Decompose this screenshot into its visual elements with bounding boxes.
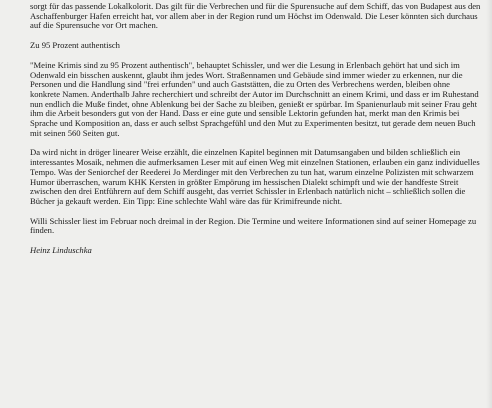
paragraph-intro: sorgt für das passende Lokalkolorit. Das gilt für die Verbrechen und für die Spurensuche auf dem Schiff, das von Budapest aus den Aschaffenburger Hafen erreicht hat, vor allem aber in der Region rund um Höchst im Odenwald. Die Leser könnten sich durchaus auf die Spurensuche vor Ort machen. [30,1,481,31]
paragraph-authentic: "Meine Krimis sind zu 95 Prozent authentisch", behauptet Schissler, und wer die Lesung in Erlenbach gehört hat und sich im Odenwald ein bisschen auskennt, glaubt ihm jedes Wort. Straßennamen und Gebäude sind immer wieder zu erkennen, nur die Personen und die Handlung sind "frei erfunden" und auch Gaststätten, die zu Orten des Verbrechens werden, bleiben ohne konkrete Namen. Anderthalb Jahre recherchiert und schreibt der Autor im Durchschnitt an einem Krimi, und dass er im Ruhestand nun endlich die Muße findet, ohne Ablenkung bei der Sache zu bleiben, genießt er spürbar. Im Spanienurlaub mit seiner Frau geht ihm die Arbeit besonders gut von der Hand. Dass er eine gute und sensible Lektorin gefunden hat, merkt man den Krimis bei Sprache und Komposition an, dass er auch selbst Sprachgefühl und den Mut zu Experimenten besitzt, tut gerade dem neuen Buch mit seinen 560 Seiten gut. [30,59,479,138]
paragraph-events: Willi Schissler liest im Februar noch dreimal in der Region. Die Termine und weitere Informationen sind auf seiner Homepage zu finden. [30,215,477,236]
section-heading: Zu 95 Prozent authentisch [30,40,120,51]
author-signature: Heinz Linduschka [30,245,92,256]
paragraph-structure: Da wird nicht in dröger linearer Weise erzählt, die einzelnen Kapitel beginnen mit Datumsangaben und bilden schließlich ein interessantes Mosaik, nehmen die aufmerksamen Leser mit auf einen Weg mit einzelnen Stationen, erlauben ein ganz individuelles Tempo. Was der Seniorchef der Reederei Jo Merdinger mit den Verbrechen zu tun hat, warum einzelne Polizisten mit schwarzem Humor überraschen, warum KHK Kersten in größter Empörung im hessischen Dialekt schimpft und wie der handfeste Streit zwischen den drei Entführern auf dem Schiff ausgeht, das verriet Schissler in Erlenbach natürlich nicht – schließlich sollen die Bücher ja gekauft werden. Ein Tipp: Eine schlechte Wahl wäre das für Krimifreunde nicht. [30,147,480,206]
page-edge-shadow [486,0,492,408]
